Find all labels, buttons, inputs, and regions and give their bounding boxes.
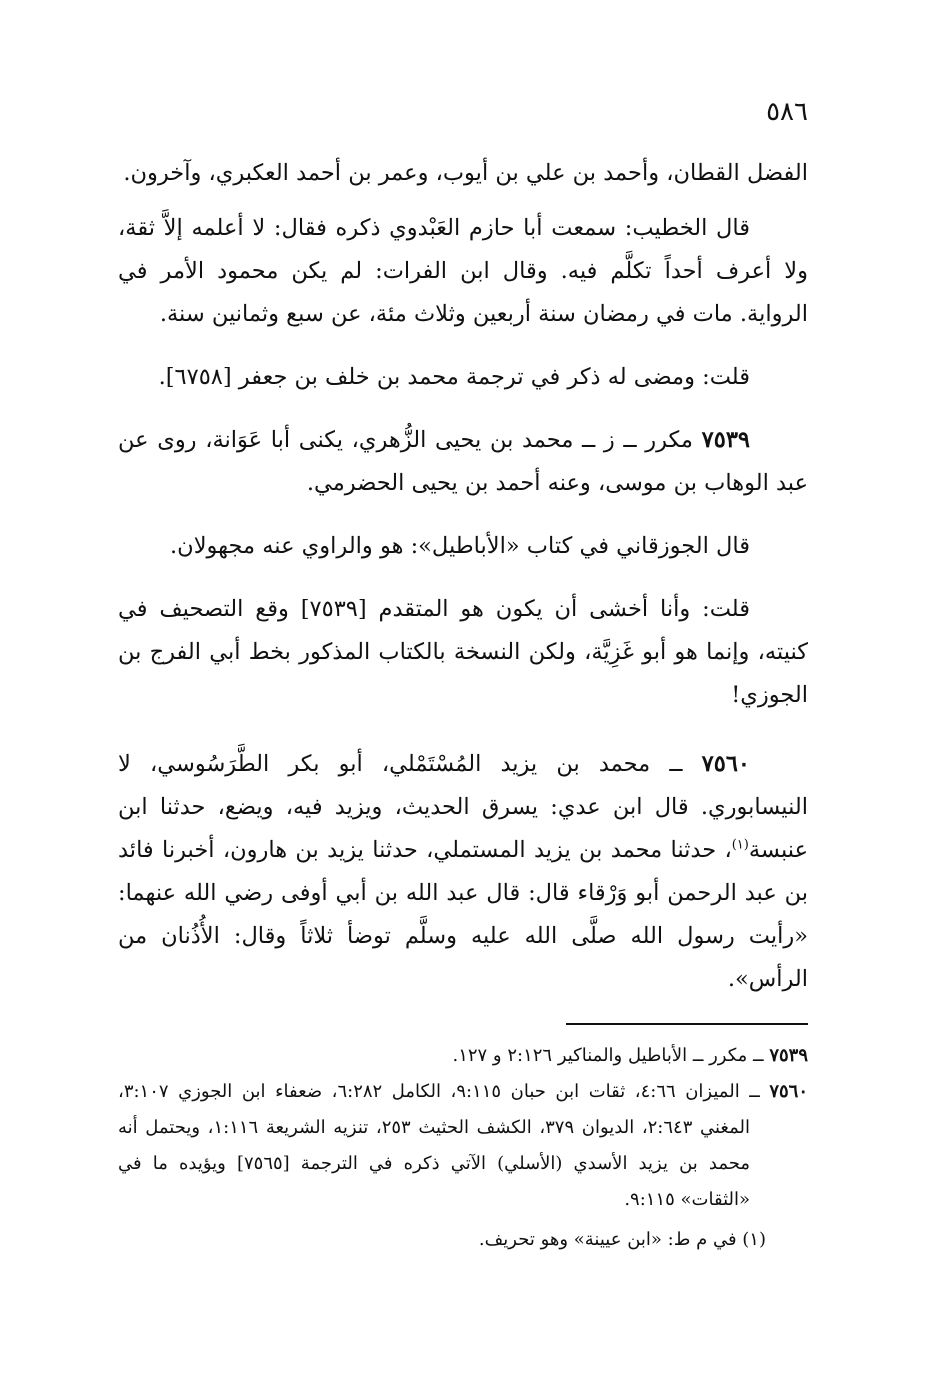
page-number: ٥٨٦: [766, 97, 808, 127]
paragraph-note-6758: قلت: ومضى له ذكر في ترجمة محمد بن خلف بن جعفر [٦٧٥٨].: [158, 364, 750, 390]
main-text: [118, 152, 808, 1001]
paragraph-jawzaqani: قال الجوزقاني في كتاب «الأباطيل»: هو والراوي عنه مجهولان.: [170, 533, 750, 559]
paragraph-khatib-quote: قال الخطيب: سمعت أبا حازم العَبْدوي ذكره فقال: لا أعلمه إلاَّ ثقة، ولا أعرف أحداً تكلَّم فيه. وقال ابن الفرات: لم يكن محمود الأمر في الرواية. مات في رمضان سنة أربعين وثلاث مئة، عن سبع وثمانين سنة.: [118, 215, 808, 327]
entry-7539-text: مكرر ــ ز ــ محمد بن يحيى الزُّهري، يكنى أبا عَوَانة، روى عن عبد الوهاب بن موسى، وعنه أحمد بن يحيى الحضرمي.: [118, 427, 808, 496]
footnotes-section: [118, 1038, 808, 1258]
note-number-7560: ٧٥٦٠: [769, 1081, 809, 1102]
paragraph-continuation: الفضل القطان، وأحمد بن علي بن أيوب، وعمر بن أحمد العكبري، وآخرون.: [123, 160, 808, 186]
note-7539: [118, 1038, 808, 1074]
note-7560-text: ــ الميزان ٤:٦٦، ثقات ابن حبان ٩:١١٥، الكامل ٦:٢٨٢، ضعفاء ابن الجوزي ٣:١٠٧، المغني ٢:٦٤٣، الديوان ٣٧٩، الكشف الحثيث ٢٥٣، تنزيه الشريعة ١:١١٦، ويحتمل أنه محمد بن يزيد الأسدي (الأسلي) الآتي ذكره في الترجمة [٧٥٦٥] ويؤيده ما في «الثقات» ٩:١١٥.: [118, 1081, 760, 1210]
footnote-1: (١) في م ط: «ابن عيينة» وهو تحريف.: [478, 1229, 766, 1250]
entry-7539: [118, 419, 808, 505]
entry-number-7539: ٧٥٣٩: [701, 427, 750, 453]
entry-number-7560: ٧٥٦٠: [701, 751, 750, 777]
entry-7560-text-b: ، حدثنا محمد بن يزيد المستملي، حدثنا يزيد بن هارون، أخبرنا فائد بن عبد الرحمن أبو وَرْقاء قال: قال عبد الله بن أبي أوفى رضي الله عنهما: «رأيت رسول الله صلَّى الله عليه وسلَّم توضأ ثلاثاً وقال: الأُذُنان من الرأس».: [118, 837, 808, 992]
entry-7560-text-a: ــ محمد بن يزيد المُسْتَمْلي، أبو بكر الطَّرَسُوسي، لا النيسابوري. قال ابن عدي: يسرق الحديث، ويزيد فيه، ويضع، حدثنا ابن عنبسة: [118, 751, 808, 863]
note-number-7539: ٧٥٣٩: [769, 1045, 808, 1066]
entry-7560: [118, 743, 808, 1001]
footnote-marker: (١): [731, 837, 749, 853]
note-7560: [118, 1074, 808, 1218]
note-7539-text: ــ مكرر ــ الأباطيل والمناكير ٢:١٢٦ و ١٢٧.: [452, 1045, 764, 1066]
paragraph-comment-7539: قلت: وأنا أخشى أن يكون هو المتقدم [٧٥٣٩] وقع التصحيف في كنيته، وإنما هو أبو غَزِيَّة، ولكن النسخة بالكتاب المذكور بخط أبي الفرج بن الجوزي!: [118, 596, 808, 708]
footnote-divider: [566, 1023, 808, 1025]
